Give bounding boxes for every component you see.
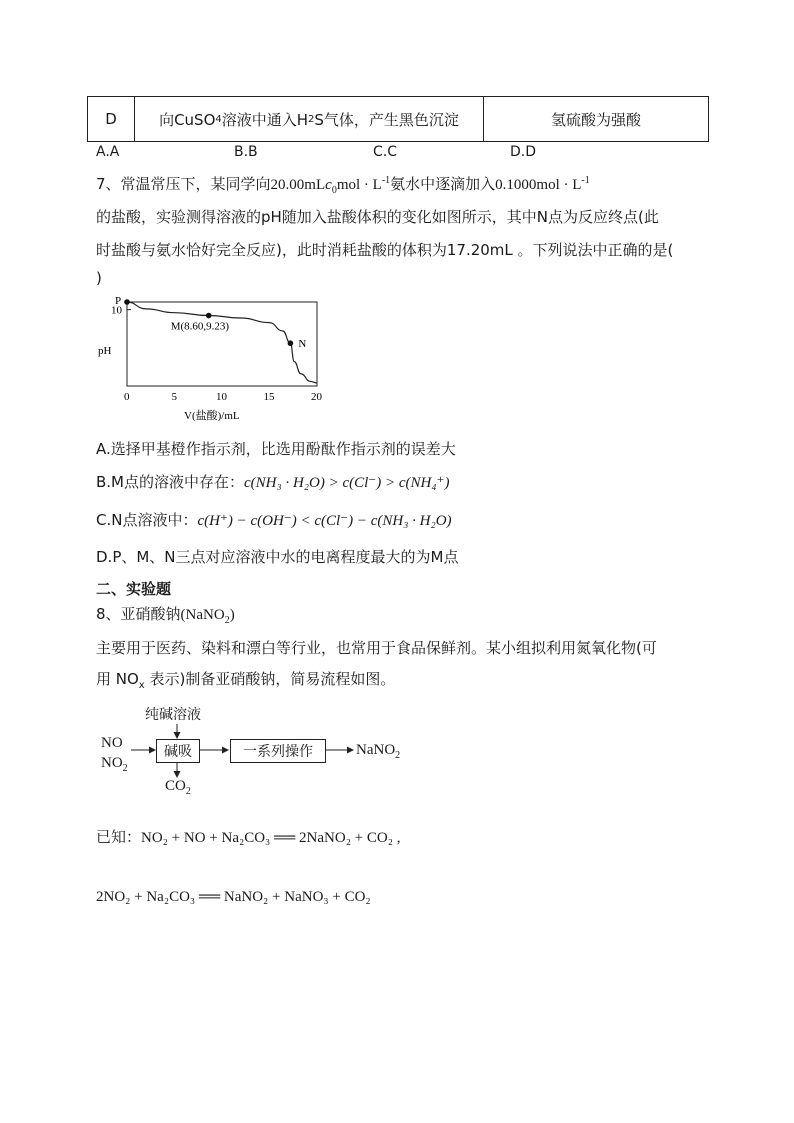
answer-table-row-d <box>87 96 709 142</box>
x-tick-label: 5 <box>171 391 177 403</box>
x-tick-label: 15 <box>263 391 275 403</box>
flow-box-operations: 一系列操作 <box>230 739 326 763</box>
q7-stem-line1: 7、常温常压下，某同学向$20.00mLc_0mol \cdot L^{-1}$氨水中逐滴加入$0.1000mol \cdot L^{-1}$ <box>96 175 590 196</box>
x-axis-label: V(盐酸)/mL <box>184 410 240 422</box>
option-c: C.C <box>373 144 398 160</box>
section-title: 二、实验题 <box>96 580 172 598</box>
q8-desc-line2: 用 $NO_x$ 表示)制备亚硝酸钠，简易流程如图。 <box>96 670 396 691</box>
chart-point-label: P <box>115 296 122 307</box>
option-d: D.D <box>510 144 537 160</box>
flow-input-no2: $NO_2$ <box>101 755 128 774</box>
flow-product: NaNO$_2$ <box>356 742 401 761</box>
x-tick-label: 0 <box>124 391 130 403</box>
flow-reagent: 纯碱溶液 <box>145 707 201 723</box>
ph-titration-chart <box>94 296 334 426</box>
y-tick-label: 10 <box>111 304 122 317</box>
chart-point <box>288 340 294 346</box>
q8-title: 8、亚硝酸钠(NaNO$_2$) <box>96 605 235 626</box>
x-tick-label: 10 <box>216 391 227 403</box>
known-eq2: 2NO₂ + Na₂CO₃ ══ NaNO₂ + NaNO₃ + CO₂ <box>96 889 371 905</box>
q8-desc-line1: 主要用于医药、染料和漂白等行业，也常用于食品保鲜剂。某小组拟利用氮氧化物(可 <box>96 639 657 657</box>
chart-point-label: M(8.60,9.23) <box>170 320 230 333</box>
option-b: B.B <box>234 144 258 160</box>
chart-point <box>206 313 212 319</box>
q7-stem-line2: 的盐酸，实验测得溶液的pH随加入盐酸体积的变化如图所示，其中N点为反应终点(此 <box>96 208 659 226</box>
q7-option-b: B.M点的溶液中存在：c(NH₃ · H₂O) > c(Cl⁻) > c(NH₄⁺) <box>96 473 450 491</box>
known-eq1: 已知：NO₂ + NO + Na₂CO₃ ══ 2NaNO₂ + CO₂ , <box>96 828 401 846</box>
chart-point <box>124 299 130 305</box>
table-cell-conclusion: 氢硫酸为强酸 <box>550 110 641 129</box>
q7-stem-line3: 时盐酸与氨水恰好完全反应)，此时消耗盐酸的体积为17.20mL 。下列说法中正确的是( <box>96 241 674 259</box>
flow-input-no: NO <box>101 735 123 751</box>
q7-option-a: A.选择甲基橙作指示剂，比选用酚酞作指示剂的误差大 <box>96 440 456 458</box>
table-cell-label: D <box>105 110 117 128</box>
q7-stem-line4: ) <box>96 269 102 287</box>
flow-box-absorb: 碱吸 <box>156 739 200 763</box>
q7-option-d: D.P、M、N三点对应溶液中水的电离程度最大的为M点 <box>96 548 459 566</box>
table-cell-operation: 向CuSO 4 溶液中通入H 2 S气体，产生黑色沉淀 <box>159 110 459 129</box>
flow-arrows <box>120 722 360 782</box>
x-tick-label: 20 <box>311 391 322 403</box>
q7-option-c: C.N点溶液中：c(H⁺) − c(OH⁻) < c(Cl⁻) − c(NH₃ · H₂O) <box>96 511 452 529</box>
y-axis-label: pH <box>98 345 112 357</box>
chart-point-label: N <box>298 338 307 351</box>
option-a: A.A <box>96 144 120 160</box>
flow-byproduct: $CO_2$ <box>165 778 191 797</box>
